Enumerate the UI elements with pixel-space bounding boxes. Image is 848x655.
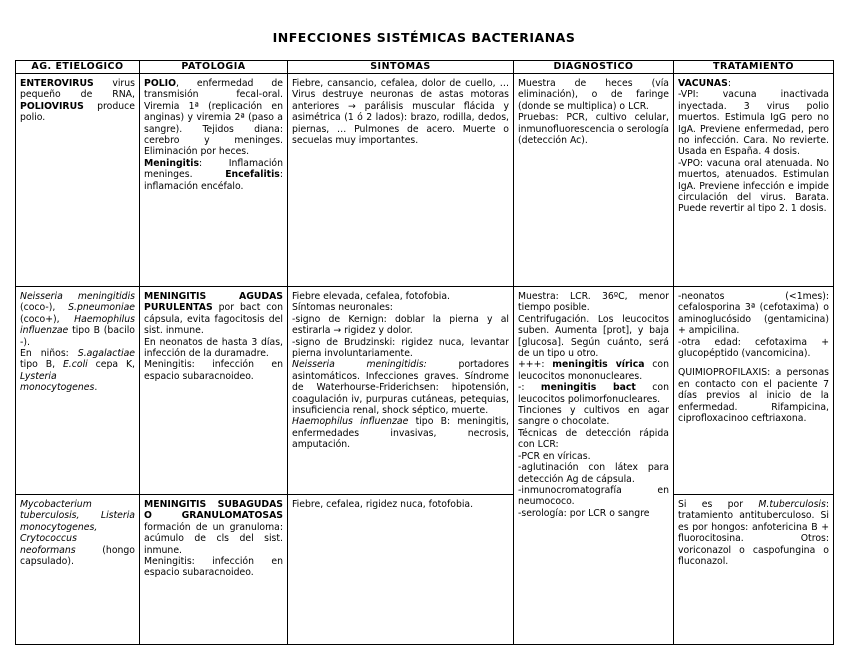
cell-sintomas: Fiebre, cansancio, cefalea, dolor de cuello, … Virus destruye neuronas de astas motoras anteriores → parálisis muscular flácida y asimétrica (1 ó 2 lados): brazo, rodilla, dedos, piernas, … Pulmones de acero. Muerte o secuelas muy importantes. <box>288 74 514 287</box>
cell-diagnostico: Muestra: LCR. 36ºC, menor tiempo posible. Centrifugación. Los leucocitos suben. Aumenta [prot], y baja [glucosa]. Según cuánto, será de un tipo u otro. +++: meningitis vírica con leucocitos mononucleares. -: meningitis bact con leucocitos polimorfonucleares. Tinciones y cultivos en agar sangre o chocolate. Técnicas de detección rápida con LCR: -PCR en víricas. -aglutinación con látex para detección Ag de cápsula. -inmunocromatografía en neumococo. -serología: por LCR o sangre <box>514 287 674 645</box>
header-tratamiento: TRATAMIENTO <box>674 61 834 74</box>
cell-tratamiento: Si es por M.tuberculosis: tratamiento antituberculoso. Si es por hongos: anfotericina B + fluorocitosina. Otros: voriconazol o caspofungina o fluconazol. <box>674 495 834 645</box>
header-row <box>16 61 834 74</box>
table-row <box>16 495 834 645</box>
cell-agente: Neisseria meningitidis (coco-), S.pneumoniae (coco+), Haemophilus influenzae tipo B (bacilo -). En niños: S.agalactiae tipo B, E.coli cepa K, Lysteria monocytogenes. <box>16 287 140 495</box>
table-row <box>16 74 834 287</box>
cell-agente: ENTEROVIRUS virus pequeño de RNA, POLIOVIRUS produce polio. <box>16 74 140 287</box>
table-row <box>16 287 834 495</box>
cell-tratamiento: VACUNAS: -VPI: vacuna inactivada inyectada. 3 virus polio muertos. Estimula IgG pero no IgA. Previene enfermedad, pero no infección. Cara. No revierte. Usada en España. 4 dosis. -VPO: vacuna oral atenuada. No muertos, atenuados. Estimulan IgA. Previene infección e impide circulación del virus. Barata. Puede revertir al tipo 2. 1 dosis. <box>674 74 834 287</box>
cell-diagnostico: Muestra de heces (vía eliminación), o de faringe (donde se multiplica) o LCR. Pruebas: PCR, cultivo celular, inmunofluorescencia o serología (detección Ac). <box>514 74 674 287</box>
header-agente: AG. ETIELÓGICO <box>16 61 140 74</box>
cell-agente: Mycobacterium tuberculosis, Listeria monocytogenes, Crytococcus neoformans (hongo capsulado). <box>16 495 140 645</box>
cell-patologia: MENINGITIS SUBAGUDAS O GRANULOMATOSAS formación de un granuloma: acúmulo de cls del sist. inmune. Meningitis: infección en espacio subaracnoideo. <box>140 495 288 645</box>
document-title: INFECCIONES SISTÉMICAS BACTERIANAS <box>272 30 576 45</box>
cell-tratamiento: -neonatos (<1mes): cefalosporina 3ª (cefotaxima) o aminoglucósido (gentamicina) + ampicilina. -otra edad: cefotaxima + glucopéptido (vancomicina). QUIMIOPROFILAXIS: a personas en contacto con el paciente 7 días previos al inicio de la enfermedad. Rifampicina, ciprofloxacinoo ceftriaxona. <box>674 287 834 495</box>
cell-sintomas: Fiebre elevada, cefalea, fotofobia. Síntomas neuronales: -signo de Kernign: doblar la pierna y al estirarla → rigidez y dolor. -signo de Brudzinski: rigidez nuca, levantar pierna involuntariamente. Neisseria meningitidis: portadores asintomáticos. Infecciones graves. Síndrome de Waterhourse-Friderichsen: hipotensión, coagulación iv, purpuras cutáneas, petequias, insuficiencia renal, shock séptico, muerte. Haemophilus influenzae tipo B: meningitis, enfermedades invasivas, necrosis, amputación. <box>288 287 514 495</box>
header-patologia: PATOLOGIA <box>140 61 288 74</box>
cell-sintomas: Fiebre, cefalea, rigidez nuca, fotofobia. <box>288 495 514 645</box>
cell-patologia: POLIO, enfermedad de transmisión fecal-oral. Viremia 1ª (replicación en anginas) y viremia 2ª (paso a sangre). Tejidos diana: cerebro y meninges. Eliminación por heces. Meningitis: Inflamación meninges. Encefalitis: inflamación encéfalo. <box>140 74 288 287</box>
header-diagnostico: DIAGNÓSTICO <box>514 61 674 74</box>
cell-patologia: MENINGITIS AGUDAS PURULENTAS por bact con cápsula, evita fagocitosis del sist. inmune. En neonatos de hasta 3 días, infección de la duramadre. Meningitis: infección en espacio subaracnoideo. <box>140 287 288 495</box>
infections-table <box>15 60 834 645</box>
header-sintomas: SINTOMAS <box>288 61 514 74</box>
